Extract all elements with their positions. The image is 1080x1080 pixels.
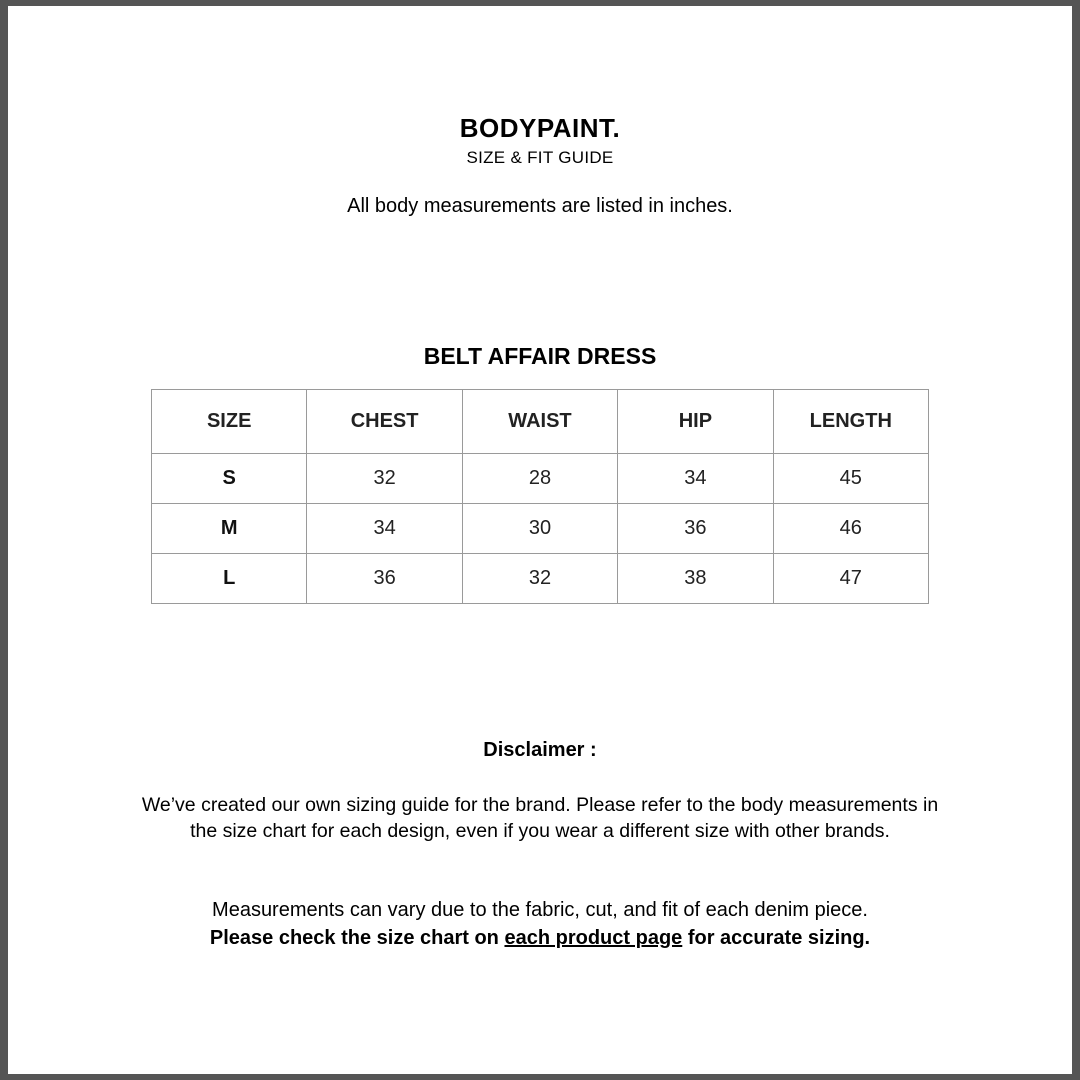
reminder-suffix: for accurate sizing. xyxy=(682,927,871,949)
chest-cell: 36 xyxy=(307,554,462,604)
size-cell: S xyxy=(152,454,307,504)
length-cell: 46 xyxy=(773,504,928,554)
column-header-length: LENGTH xyxy=(773,390,928,454)
column-header-size: SIZE xyxy=(152,390,307,454)
guide-subtitle: SIZE & FIT GUIDE xyxy=(466,148,614,167)
length-cell: 47 xyxy=(773,554,928,604)
waist-cell: 30 xyxy=(462,504,617,554)
table-header-row xyxy=(152,390,929,454)
waist-cell: 32 xyxy=(462,554,617,604)
size-cell: L xyxy=(152,554,307,604)
length-cell: 45 xyxy=(773,454,928,504)
chest-cell: 32 xyxy=(307,454,462,504)
size-cell: M xyxy=(152,504,307,554)
size-chart-table xyxy=(151,389,929,604)
disclaimer-text: We’ve created our own sizing guide for the brand. Please refer to the body measurements in the size chart for each design, even if you wear a different size with other brands. xyxy=(141,794,939,842)
size-guide-card xyxy=(8,6,1072,1074)
measurements-note: Measurements can vary due to the fabric, cut, and fit of each denim piece. xyxy=(212,899,868,921)
size-chart-reminder xyxy=(8,924,1072,952)
disclaimer-title: Disclaimer : xyxy=(483,739,597,761)
brand-name: BODYPAINT. xyxy=(459,113,621,143)
hip-cell: 36 xyxy=(618,504,773,554)
product-title: BELT AFFAIR DRESS xyxy=(423,343,657,369)
reminder-prefix: Please check the size chart on xyxy=(209,927,505,949)
hip-cell: 38 xyxy=(618,554,773,604)
hip-cell: 34 xyxy=(618,454,773,504)
column-header-chest: CHEST xyxy=(307,390,462,454)
waist-cell: 28 xyxy=(462,454,617,504)
units-note: All body measurements are listed in inches. xyxy=(347,195,733,217)
column-header-hip: HIP xyxy=(618,390,773,454)
table-row xyxy=(152,504,929,554)
chest-cell: 34 xyxy=(307,504,462,554)
column-header-waist: WAIST xyxy=(462,390,617,454)
table-row xyxy=(152,554,929,604)
product-page-link[interactable]: each product page xyxy=(504,927,683,949)
table-row xyxy=(152,454,929,504)
